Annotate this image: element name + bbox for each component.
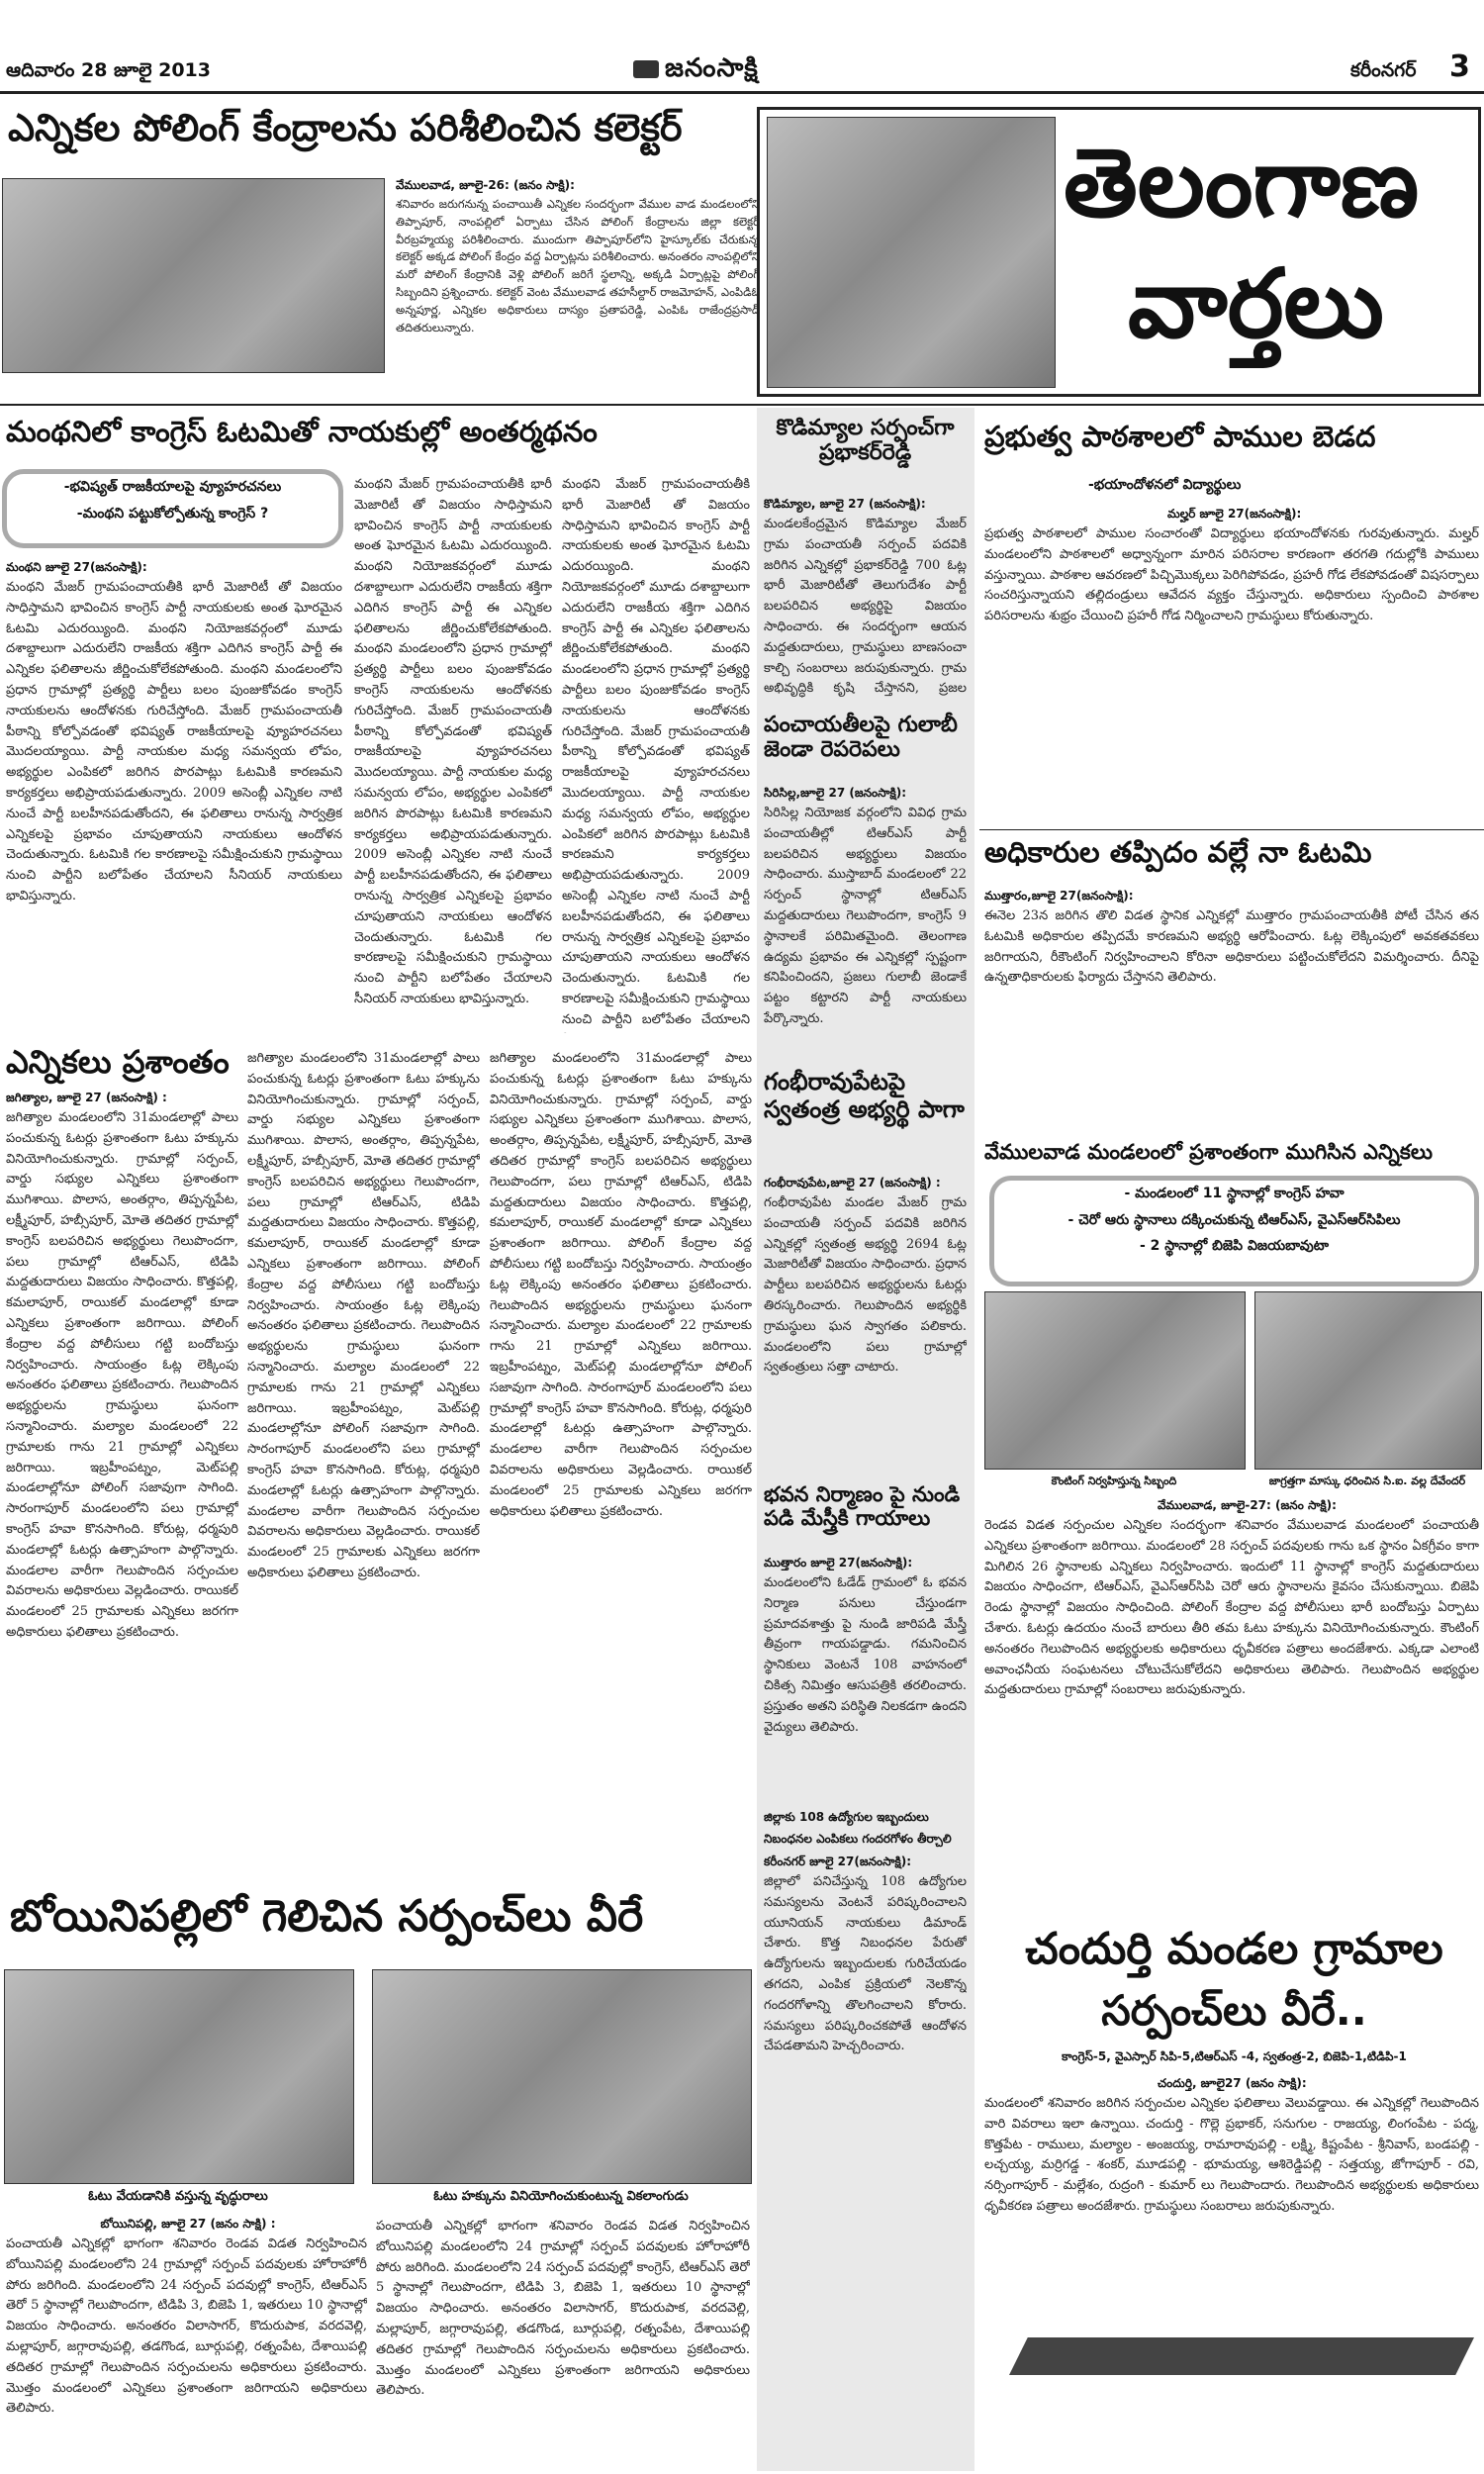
photo-caption: ఓటు వేయడానికి వస్తున్న వృద్ధురాలు [88, 2189, 268, 2204]
article-body-col3: జగిత్యాల మండలంలోని 31మండలాల్లో పాలు పంచుకున్న ఓటర్లు ప్రశాంతంగా ఓటు హక్కును వినియోగించుకున్నారు. గ్రామాల్లో సర్పంచ్, వార్డు సభ్యుల ఎన్నికలు ప్రశాంతంగా ముగిశాయి. పొలాస, అంతర్గాం, తిప్పన్నపేట, లక్ష్మీపూర్, హబ్సీపూర్, మోతె తదితర గ్రామాల్లో కాంగ్రెస్ బలపరిచిన అభ్యర్థులు గెలుపొందగా, పలు గ్రామాల్లో టిఆర్ఎస్, టిడిపి మద్దతుదారులు విజయం సాధించారు. కొత్తపల్లి, కమలాపూర్, రాయికల్ మండలాల్లో కూడా ఎన్నికలు ప్రశాంతంగా జరిగాయి. పోలింగ్ కేంద్రాల వద్ద పోలీసులు గట్టి బందోబస్తు నిర్వహించారు. సాయంత్రం ఓట్ల లెక్కింపు అనంతరం ఫలితాలు ప్రకటించారు. గెలుపొందిన అభ్యర్థులను గ్రామస్థులు ఘనంగా సన్మానించారు. మల్యాల మండలంలో 22 గ్రామాలకు గాను 21 గ్రామాల్లో ఎన్నికలు జరిగాయి. ఇబ్రహీంపట్నం, మెట్‌పల్లి మండలాల్లోనూ పోలింగ్ సజావుగా సాగింది. సారంగాపూర్ మండలంలోని పలు గ్రామాల్లో కాంగ్రెస్ హవా కొనసాగింది. కోరుట్ల, ధర్మపురి మండలాల్లో ఓటర్లు ఉత్సాహంగా పాల్గొన్నారు. మండలాల వారీగా గెలుపొందిన సర్పంచుల వివరాలను అధికారులు వెల్లడించారు. రాయికల్ మండలంలో 25 గ్రామాలకు ఎన్నికలు జరగగా అధికారులు ఫలితాలు ప్రకటించారు. [490, 1051, 752, 1519]
header-rule [0, 91, 1484, 94]
column-rule [979, 829, 1484, 830]
dateline: బోయినిపల్లి, జూలై 27 (జనం సాక్షి) : [100, 2217, 276, 2231]
article-body: జిల్లాలో పనిచేస్తున్న 108 ఉద్యోగుల సమస్యలను వెంటనే పరిష్కరించాలని యూనియన్ నాయకులు డిమాండ్ చేశారు. కొత్త నిబంధనల పేరుతో ఉద్యోగులను ఇబ్బందులకు గురిచేయడం తగదని, ఎంపిక ప్రక్రియలో నెలకొన్న గందరగోళాన్ని తొలగించాలని కోరారు. సమస్యలు పరిష్కరించకపోతే ఆందోళన చేపడతామని హెచ్చరించారు. [764, 1874, 967, 2054]
headline-panchayat: పంచాయతీలపై గులాబీ జెండా రెపరెపలు [764, 713, 958, 763]
dateline: జగిత్యాల, జూలై 27 (జనంసాక్షి) : [6, 1091, 167, 1104]
decorative-banner [1009, 2337, 1474, 2375]
dateline: మల్హర్ జూలై 27(జనంసాక్షి): [1167, 507, 1302, 521]
article-body-col1: పంచాయతీ ఎన్నికల్లో భాగంగా శనివారం రెండవ విడత నిర్వహించిన బోయినిపల్లి మండలంలోని 24 గ్రామాల్లో సర్పంచ్ పదవులకు హోరాహోరీ పోరు జరిగింది. మండలంలోని 24 సర్పంచ్ పదవుల్లో కాంగ్రెస్, టిఆర్ఎస్ తెరో 5 స్థానాల్లో గెలుపొందగా, టిడిపి 3, బిజెపి 1, ఇతరులు 10 స్థానాల్లో విజయం సాధించారు. అనంతరం విలాసాగర్, కొదురుపాక, వరదవెల్లి, మల్లాపూర్, జగ్గారావుపల్లి, తడగొండ, బూర్గుపల్లి, రత్నంపేట, దేశాయిపల్లి తదితర గ్రామాల్లో గెలుపొందిన సర్పంచులను అధికారులు ప్రకటించారు. మొత్తం మండలంలో ఎన్నికలు ప్రశాంతంగా జరిగాయని అధికారులు తెలిపారు. [6, 2236, 367, 2417]
subhead: -భయాందోళనలో విద్యార్థులు [1088, 477, 1242, 493]
logo-icon [633, 60, 659, 78]
bullet-line: - 2 స్థానాల్లో బిజెపి విజయబావుటా [1139, 1238, 1330, 1255]
headline-manthani: మంథనిలో కాంగ్రెస్ ఓటమితో నాయకుల్లో అంతర్మథనం [6, 415, 598, 448]
party-tally: కాంగ్రెస్-5, వైఎస్సార్ సిపి-5,టిఆర్ఎస్ -4, స్వతంత్ర-2, బిజెపి-1,టిడిపి-1 [1062, 2049, 1407, 2063]
headline-vemulawada: వేములవాడ మండలంలో ప్రశాంతంగా ముగిసిన ఎన్నికలు [984, 1140, 1434, 1164]
photo-caption: జాగ్రత్తగా మాస్కు ధరించిన సి.ఐ. వల్ల దేవేందర్ [1268, 1475, 1466, 1487]
article-body: శనివారం జరుగనున్న పంచాయితీ ఎన్నికల సందర్భంగా వేముల వాడ మండలంలోని తిప్పాపూర్, నాంపల్లిలో ఏర్పాటు చేసిన పోలింగ్ కేంద్రాలను జిల్లా కలెక్టర్ వీరబ్రహ్మయ్య పరిశీలించారు. ముందుగా తిప్పాపూర్‌లోని హైస్కూల్‌కు చేరుకున్న కలెక్టర్ అక్కడ పోలింగ్ కేంద్రం వద్ద ఏర్పాట్లను పరిశీలించారు. అనంతరం నాంపల్లిలోని మరో పోలింగ్ కేంద్రానికి వెళ్లి పోలింగ్ జరిగే స్థలాన్ని, అక్కడి ఏర్పాట్లపై పోలింగ్ సిబ్బందిని ప్రశ్నించారు. కలెక్టర్ వెంట వేములవాడ తహసీల్దార్ రాజమోహన్, ఎంపిడిఓ అన్నపూర్ణ, ఎన్నికల అధికారులు దాస్యం ప్రతాపరెడ్డి, ఎంపిఓ రాజేంద్రప్రసాద్ తదితరులున్నారు. [396, 197, 760, 334]
article-body: రెండవ విడత సర్పంచుల ఎన్నికల సందర్భంగా శనివారం వేములవాడ మండలంలో పంచాయతీ ఎన్నికలు ప్రశాంతంగా జరిగాయి. మండలంలో 28 సర్పంచ్ పదవులకు గాను ఒక స్థానం ఏకగ్రీవం కాగా మిగిలిన 26 స్థానాలకు ఎన్నికలు నిర్వహించారు. ఇందులో 11 స్థానాల్లో కాంగ్రెస్ మద్దతుదారులు విజయం సాధించగా, టిఆర్ఎస్, వైఎస్ఆర్‌సిపి చెరో ఆరు స్థానాలను కైవసం చేసుకున్నాయి. బిజెపి రెండు స్థానాల్లో విజయం సాధించింది. పోలింగ్ కేంద్రాల వద్ద పోలీసులు భారీ బందోబస్తు ఏర్పాటు చేశారు. ఓటర్లు ఉదయం నుంచే బారులు తీరి తమ ఓటు హక్కును వినియోగించుకున్నారు. కౌంటింగ్ అనంతరం గెలుపొందిన అభ్యర్థులకు అధికారులు ధృవీకరణ పత్రాలు అందజేశారు. ఎక్కడా ఎలాంటి అవాంఛనీయ సంఘటనలు చోటుచేసుకోలేదని అధికారులు తెలిపారు. గెలుపొందిన అభ్యర్థుల మద్దతుదారులు గ్రామాల్లో సంబరాలు జరుపుకున్నారు. [984, 1518, 1479, 1698]
photo-collector-visit [2, 178, 385, 373]
headline-officials: అధికారుల తప్పిదం వల్లే నా ఓటమి [984, 835, 1372, 869]
page-number: 3 [1449, 49, 1470, 84]
article-body-col1: జగిత్యాల మండలంలోని 31మండలాల్లో పాలు పంచుకున్న ఓటర్లు ప్రశాంతంగా ఓటు హక్కును వినియోగించుకున్నారు. గ్రామాల్లో సర్పంచ్, వార్డు సభ్యుల ఎన్నికలు ప్రశాంతంగా ముగిశాయి. పొలాస, అంతర్గాం, తిప్పన్నపేట, లక్ష్మీపూర్, హబ్సీపూర్, మోతె తదితర గ్రామాల్లో కాంగ్రెస్ బలపరిచిన అభ్యర్థులు గెలుపొందగా, పలు గ్రామాల్లో టిఆర్ఎస్, టిడిపి మద్దతుదారులు విజయం సాధించారు. కొత్తపల్లి, కమలాపూర్, రాయికల్ మండలాల్లో కూడా ఎన్నికలు ప్రశాంతంగా జరిగాయి. పోలింగ్ కేంద్రాల వద్ద పోలీసులు గట్టి బందోబస్తు నిర్వహించారు. సాయంత్రం ఓట్ల లెక్కింపు అనంతరం ఫలితాలు ప్రకటించారు. గెలుపొందిన అభ్యర్థులను గ్రామస్థులు ఘనంగా సన్మానించారు. మల్యాల మండలంలో 22 గ్రామాలకు గాను 21 గ్రామాల్లో ఎన్నికలు జరిగాయి. ఇబ్రహీంపట్నం, మెట్‌పల్లి మండలాల్లోనూ పోలింగ్ సజావుగా సాగింది. సారంగాపూర్ మండలంలోని పలు గ్రామాల్లో కాంగ్రెస్ హవా కొనసాగింది. కోరుట్ల, ధర్మపురి మండలాల్లో ఓటర్లు ఉత్సాహంగా పాల్గొన్నారు. మండలాల వారీగా గెలుపొందిన సర్పంచుల వివరాలను అధికారులు వెల్లడించారు. రాయికల్ మండలంలో 25 గ్రామాలకు ఎన్నికలు జరగగా అధికారులు ఫలితాలు ప్రకటించారు. [6, 1110, 238, 1640]
article-body-col2: మంథని మేజర్ గ్రామపంచాయతీకి భారీ మెజారిటీ తో విజయం సాధిస్తామని భావించిన కాంగ్రెస్ పార్టీ నాయకులకు అంత ఘోరమైన ఓటమి ఎదురయ్యింది. మంథని నియోజకవర్గంలో మూడు దశాబ్దాలుగా ఎదురులేని రాజకీయ శక్తిగా ఎదిగిన కాంగ్రెస్ పార్టీ ఈ ఎన్నికల ఫలితాలను జీర్ణించుకోలేకపోతుంది. మంథని మండలంలోని ప్రధాన గ్రామాల్లో ప్రత్యర్థి పార్టీలు బలం పుంజుకోవడం కాంగ్రెస్ నాయకులను ఆందోళనకు గురిచేస్తోంది. మేజర్ గ్రామపంచాయతీ పీఠాన్ని కోల్పోవడంతో భవిష్యత్ రాజకీయాలపై వ్యూహరచనలు మొదలయ్యాయి. పార్టీ నాయకుల మధ్య సమన్వయ లోపం, అభ్యర్థుల ఎంపికలో జరిగిన పొరపాట్లు ఓటమికి కారణమని కార్యకర్తలు అభిప్రాయపడుతున్నారు. 2009 అసెంబ్లీ ఎన్నికల నాటి నుంచే పార్టీ బలహీనపడుతోందని, ఈ ఫలితాలు రానున్న సార్వత్రిక ఎన్నికలపై ప్రభావం చూపుతాయని నాయకులు ఆందోళన చెందుతున్నారు. ఓటమికి గల కారణాలపై సమీక్షించుకుని గ్రామస్థాయి నుంచి పార్టీని బలోపేతం చేయాలని సీనియర్ నాయకులు భావిస్తున్నారు. [354, 477, 552, 1006]
dateline: మంథని జూలై 27(జనంసాక్షి): [6, 560, 147, 574]
article-body: మండలంలో శనివారం జరిగిన సర్పంచుల ఎన్నికల ఫలితాలు వెలువడ్డాయి. ఈ ఎన్నికల్లో గెలుపొందిన వారి వివరాలు ఇలా ఉన్నాయి. చందుర్తి - గొల్లె ప్రభాకర్, సనుగుల - రాజయ్య, లింగంపేట - పద్మ, కొత్తపేట - రాములు, మల్యాల - అంజయ్య, రామారావుపల్లి - లక్ష్మి, కిష్టంపేట - శ్రీనివాస్, బండపల్లి - లచ్చయ్య, మర్రిగడ్డ - శంకర్, మూడపల్లి - భూమయ్య, ఆశిరెడ్డిపల్లి - సత్తయ్య, జోగాపూర్ - రవి, నర్సింగాపూర్ - మల్లేశం, రుద్రంగి - కుమార్ లు గెలుపొందారు. గెలుపొందిన అభ్యర్థులకు అధికారులు ధృవీకరణ పత్రాలు అందజేశారు. గ్రామస్థులు సంబరాలు జరుపుకున్నారు. [984, 2096, 1479, 2214]
article-body: ప్రభుత్వ పాఠశాలలో పాముల సంచారంతో విద్యార్థులు భయాందోళనకు గురవుతున్నారు. మల్హర్ మండలంలోని పాఠశాలలో అధ్వాన్నంగా మారిన పరిసరాల కారణంగా తరగతి గదుల్లోకి పాములు వస్తున్నాయి. పాఠశాల ఆవరణలో పిచ్చిమొక్కలు పెరిగిపోవడం, ప్రహరీ గోడ లేకపోవడంతో విషసర్పాలు సంచరిస్తున్నాయని తల్లిదండ్రులు ఆవేదన వ్యక్తం చేస్తున్నారు. అధికారులు స్పందించి పాఠశాల పరిసరాలను శుభ్రం చేయించి ప్రహరీ గోడ నిర్మించాలని గ్రామస్థులు కోరుతున్నారు. [984, 526, 1479, 624]
article-body: గంభీరావుపేట మండల మేజర్ గ్రామ పంచాయతీ సర్పంచ్ పదవికి జరిగిన ఎన్నికల్లో స్వతంత్ర అభ్యర్థి 2694 ఓట్ల మెజారిటీతో విజయం సాధించారు. ప్రధాన పార్టీలు బలపరిచిన అభ్యర్థులను ఓటర్లు తిరస్కరించారు. గెలుపొందిన అభ్యర్థికి గ్రామస్థులు ఘన స్వాగతం పలికారు. మండలంలోని పలు గ్రామాల్లో స్వతంత్రులు సత్తా చాటారు. [764, 1195, 967, 1376]
newspaper-logo [633, 53, 759, 89]
vemulawada-bullets-box [989, 1176, 1479, 1286]
dateline: సిరిసిల్ల,జూలై 27 (జనంసాక్షి): [764, 786, 907, 800]
headline-polls: ఎన్నికలు ప్రశాంతం [6, 1043, 230, 1081]
headline-collector: ఎన్నికల పోలింగ్ కేంద్రాలను పరిశీలించిన కలెక్టర్ [8, 106, 683, 149]
headline-gambhiraopet: గంభీరావుపేటపై స్వతంత్ర అభ్యర్థి పాగా [764, 1068, 965, 1123]
logo-text: జనంసాక్షి [665, 53, 759, 83]
subhead-108-2: నిబంధనల ఎంపికలు గందరగోళం తీర్చాలి [764, 1832, 952, 1846]
dateline: ముత్తారం జూలై 27(జనంసాక్షి): [764, 1556, 913, 1570]
dateline: గంభీరావుపేట,జూలై 27 (జనంసాక్షి) : [764, 1176, 941, 1189]
article-body-col1: మంథని మేజర్ గ్రామపంచాయతీకి భారీ మెజారిటీ తో విజయం సాధిస్తామని భావించిన కాంగ్రెస్ పార్టీ నాయకులకు అంత ఘోరమైన ఓటమి ఎదురయ్యింది. మంథని నియోజకవర్గంలో మూడు దశాబ్దాలుగా ఎదురులేని రాజకీయ శక్తిగా ఎదిగిన కాంగ్రెస్ పార్టీ ఈ ఎన్నికల ఫలితాలను జీర్ణించుకోలేకపోతుంది. మంథని మండలంలోని ప్రధాన గ్రామాల్లో ప్రత్యర్థి పార్టీలు బలం పుంజుకోవడం కాంగ్రెస్ నాయకులను ఆందోళనకు గురిచేస్తోంది. మేజర్ గ్రామపంచాయతీ పీఠాన్ని కోల్పోవడంతో భవిష్యత్ రాజకీయాలపై వ్యూహరచనలు మొదలయ్యాయి. పార్టీ నాయకుల మధ్య సమన్వయ లోపం, అభ్యర్థుల ఎంపికలో జరిగిన పొరపాట్లు ఓటమికి కారణమని కార్యకర్తలు అభిప్రాయపడుతున్నారు. 2009 అసెంబ్లీ ఎన్నికల నాటి నుంచే పార్టీ బలహీనపడుతోందని, ఈ ఫలితాలు రానున్న సార్వత్రిక ఎన్నికలపై ప్రభావం చూపుతాయని నాయకులు ఆందోళన చెందుతున్నారు. ఓటమికి గల కారణాలపై సమీక్షించుకుని గ్రామస్థాయి నుంచి పార్టీని బలోపేతం చేయాలని సీనియర్ నాయకులు భావిస్తున్నారు. [6, 580, 342, 904]
subhead-108: జిల్లాకు 108 ఉద్యోగుల ఇబ్బందులు [764, 1810, 929, 1824]
edition-city: కరీంనగర్ [1350, 59, 1417, 81]
dateline: చందుర్తి, జూలై27 (జనం సాక్షి): [1158, 2076, 1307, 2090]
dateline: వేములవాడ, జూలై-26: (జనం సాక్షి): [396, 178, 575, 192]
photo-old-woman-voter [4, 1969, 354, 2184]
headline-chandurthi-1: చందుర్తి మండల గ్రామాల [1025, 1924, 1443, 1974]
photo-disabled-voter [372, 1969, 752, 2184]
pill-line-1: -భవిష్యత్ రాజకీయాలపై వ్యూహరచనలు [63, 479, 282, 495]
dateline: వేములవాడ, జూలై-27: (జనం సాక్షి): [1158, 1498, 1337, 1512]
dateline: కరీంనగర్ జూలై 27(జనంసాక్షి): [764, 1855, 912, 1868]
headline-kodimyala: కొడిమ్యాల సర్పంచ్‌గా ప్రభాకర్‌రెడ్డి [776, 416, 955, 466]
masthead-line1: తెలంగాణ [1064, 128, 1420, 238]
headline-chandurthi-2: సర్పంచ్‌లు వీరే.. [1101, 1986, 1367, 2035]
article-body: మండలకేంద్రమైన కొడిమ్యాల మేజర్ గ్రామ పంచాయతీ సర్పంచ్ పదవికి జరిగిన ఎన్నికల్లో ప్రభాకర్‌రెడ్డి 700 ఓట్ల భారీ మెజారిటీతో తెలుగుదేశం పార్టీ బలపరిచిన అభ్యర్థిపై విజయం సాధించారు. ఈ సందర్భంగా ఆయన మద్దతుదారులు, గ్రామస్థులు బాణసంచా కాల్చి సంబరాలు జరుపుకున్నారు. గ్రామ అభివృద్ధికి కృషి చేస్తానని, ప్రజల [764, 517, 967, 697]
section-rule [0, 404, 1484, 406]
headline-snakes: ప్రభుత్వ పాఠశాలలో పాముల బెడద [984, 420, 1376, 453]
pill-line-2: -మంథని పట్టుకోల్పోతున్న కాంగ్రెస్ ? [76, 505, 269, 522]
issue-date: ఆదివారం 28 జూలై 2013 [6, 59, 211, 81]
bullet-line: - చెరో ఆరు స్థానాలు దక్కించుకున్న టిఆర్ఎస్, వైఎస్ఆర్‌సిపిలు [1067, 1211, 1401, 1228]
headline-building: భవన నిర్మాణం పై నుండి పడి మేస్త్రీకి గాయాలు [764, 1482, 961, 1531]
article-body: ఈనెల 23న జరిగిన తొలి విడత స్థానిక ఎన్నికల్లో ముత్తారం గ్రామపంచాయతీకి పోటీ చేసిన తన ఓటమికి అధికారుల తప్పిదమే కారణమని అభ్యర్థి ఆరోపించారు. ఓట్ల లెక్కింపులో అవకతవకలు జరిగాయని, రీకౌంటింగ్ నిర్వహించాలని కోరినా అధికారులు పట్టించుకోలేదని విమర్శించారు. దీనిపై ఉన్నతాధికారులకు ఫిర్యాదు చేస్తానని తెలిపారు. [984, 908, 1479, 986]
photo-fort [767, 117, 1056, 388]
bullet-line: - మండలంలో 11 స్థానాల్లో కాంగ్రెస్ హవా [1124, 1186, 1345, 1201]
photo-ci-mask [1254, 1291, 1482, 1470]
masthead-line2: వార్తలు [1128, 248, 1384, 359]
manthani-pill [2, 469, 343, 548]
dateline: కొడిమ్యాల, జూలై 27 (జనంసాక్షి): [764, 497, 926, 511]
headline-boyinipalli: బోయినిపల్లిలో గెలిచిన సర్పంచ్‌లు వీరే [10, 1891, 644, 1942]
article-body-col3: మంథని మేజర్ గ్రామపంచాయతీకి భారీ మెజారిటీ తో విజయం సాధిస్తామని భావించిన కాంగ్రెస్ పార్టీ నాయకులకు అంత ఘోరమైన ఓటమి ఎదురయ్యింది. మంథని నియోజకవర్గంలో మూడు దశాబ్దాలుగా ఎదురులేని రాజకీయ శక్తిగా ఎదిగిన కాంగ్రెస్ పార్టీ ఈ ఎన్నికల ఫలితాలను జీర్ణించుకోలేకపోతుంది. మంథని మండలంలోని ప్రధాన గ్రామాల్లో ప్రత్యర్థి పార్టీలు బలం పుంజుకోవడం కాంగ్రెస్ నాయకులను ఆందోళనకు గురిచేస్తోంది. మేజర్ గ్రామపంచాయతీ పీఠాన్ని కోల్పోవడంతో భవిష్యత్ రాజకీయాలపై వ్యూహరచనలు మొదలయ్యాయి. పార్టీ నాయకుల మధ్య సమన్వయ లోపం, అభ్యర్థుల ఎంపికలో జరిగిన పొరపాట్లు ఓటమికి కారణమని కార్యకర్తలు అభిప్రాయపడుతున్నారు. 2009 అసెంబ్లీ ఎన్నికల నాటి నుంచే పార్టీ బలహీనపడుతోందని, ఈ ఫలితాలు రానున్న సార్వత్రిక ఎన్నికలపై ప్రభావం చూపుతాయని నాయకులు ఆందోళన చెందుతున్నారు. ఓటమికి గల కారణాలపై సమీక్షించుకుని గ్రామస్థాయి నుంచి పార్టీని బలోపేతం చేయాలని [562, 477, 750, 1027]
article-body: మండలంలోని ఓడేడ్ గ్రామంలో ఓ భవన నిర్మాణ పనులు చేస్తుండగా ప్రమాదవశాత్తు పై నుండి జారిపడి మేస్త్రీ తీవ్రంగా గాయపడ్డాడు. గమనించిన స్థానికులు వెంటనే 108 వాహనంలో చికిత్స నిమిత్తం ఆసుపత్రికి తరలించారు. ప్రస్తుతం అతని పరిస్థితి నిలకడగా ఉందని వైద్యులు తెలిపారు. [764, 1575, 967, 1735]
photo-caption: ఓటు హక్కును వినియోగించుకుంటున్న వికలాంగుడు [433, 2189, 689, 2204]
article-body-col2: పంచాయతీ ఎన్నికల్లో భాగంగా శనివారం రెండవ విడత నిర్వహించిన బోయినిపల్లి మండలంలోని 24 గ్రామాల్లో సర్పంచ్ పదవులకు హోరాహోరీ పోరు జరిగింది. మండలంలోని 24 సర్పంచ్ పదవుల్లో కాంగ్రెస్, టిఆర్ఎస్ తెరో 5 స్థానాల్లో గెలుపొందగా, టిడిపి 3, బిజెపి 1, ఇతరులు 10 స్థానాల్లో విజయం సాధించారు. అనంతరం విలాసాగర్, కొదురుపాక, వరదవెల్లి, మల్లాపూర్, జగ్గారావుపల్లి, తడగొండ, బూర్గుపల్లి, రత్నంపేట, దేశాయిపల్లి తదితర గ్రామాల్లో గెలుపొందిన సర్పంచులను అధికారులు ప్రకటించారు. మొత్తం మండలంలో ఎన్నికలు ప్రశాంతంగా జరిగాయని అధికారులు తెలిపారు. [376, 2219, 750, 2399]
dateline: ముత్తారం,జూలై 27(జనంసాక్షి): [984, 889, 1134, 903]
article-body: సిరిసిల్ల నియోజక వర్గంలోని వివిధ గ్రామ పంచాయతీల్లో టిఆర్ఎస్ పార్టీ బలపరిచిన అభ్యర్థులు విజయం సాధించారు. ముస్తాబాద్ మండలంలో 22 సర్పంచ్ స్థానాల్లో టిఆర్ఎస్ మద్దతుదారులు గెలుపొందగా, కాంగ్రెస్ 9 స్థానాలకే పరిమితమైంది. తెలంగాణ ఉద్యమ ప్రభావం ఈ ఎన్నికల్లో స్పష్టంగా కనిపించిందని, ప్రజలు గులాబీ జెండాకే పట్టం కట్టారని పార్టీ నాయకులు పేర్కొన్నారు. [764, 806, 967, 1026]
article-body-col2: జగిత్యాల మండలంలోని 31మండలాల్లో పాలు పంచుకున్న ఓటర్లు ప్రశాంతంగా ఓటు హక్కును వినియోగించుకున్నారు. గ్రామాల్లో సర్పంచ్, వార్డు సభ్యుల ఎన్నికలు ప్రశాంతంగా ముగిశాయి. పొలాస, అంతర్గాం, తిప్పన్నపేట, లక్ష్మీపూర్, హబ్సీపూర్, మోతె తదితర గ్రామాల్లో కాంగ్రెస్ బలపరిచిన అభ్యర్థులు గెలుపొందగా, పలు గ్రామాల్లో టిఆర్ఎస్, టిడిపి మద్దతుదారులు విజయం సాధించారు. కొత్తపల్లి, కమలాపూర్, రాయికల్ మండలాల్లో కూడా ఎన్నికలు ప్రశాంతంగా జరిగాయి. పోలింగ్ కేంద్రాల వద్ద పోలీసులు గట్టి బందోబస్తు నిర్వహించారు. సాయంత్రం ఓట్ల లెక్కింపు అనంతరం ఫలితాలు ప్రకటించారు. గెలుపొందిన అభ్యర్థులను గ్రామస్థులు ఘనంగా సన్మానించారు. మల్యాల మండలంలో 22 గ్రామాలకు గాను 21 గ్రామాల్లో ఎన్నికలు జరిగాయి. ఇబ్రహీంపట్నం, మెట్‌పల్లి మండలాల్లోనూ పోలింగ్ సజావుగా సాగింది. సారంగాపూర్ మండలంలోని పలు గ్రామాల్లో కాంగ్రెస్ హవా కొనసాగింది. కోరుట్ల, ధర్మపురి మండలాల్లో ఓటర్లు ఉత్సాహంగా పాల్గొన్నారు. మండలాల వారీగా గెలుపొందిన సర్పంచుల వివరాలను అధికారులు వెల్లడించారు. రాయికల్ మండలంలో 25 గ్రామాలకు ఎన్నికలు జరగగా అధికారులు ఫలితాలు ప్రకటించారు. [247, 1051, 480, 1580]
photo-caption: కౌంటింగ్ నిర్వహిస్తున్న సిబ్బంది [1051, 1475, 1177, 1487]
photo-counting-staff [984, 1291, 1246, 1470]
